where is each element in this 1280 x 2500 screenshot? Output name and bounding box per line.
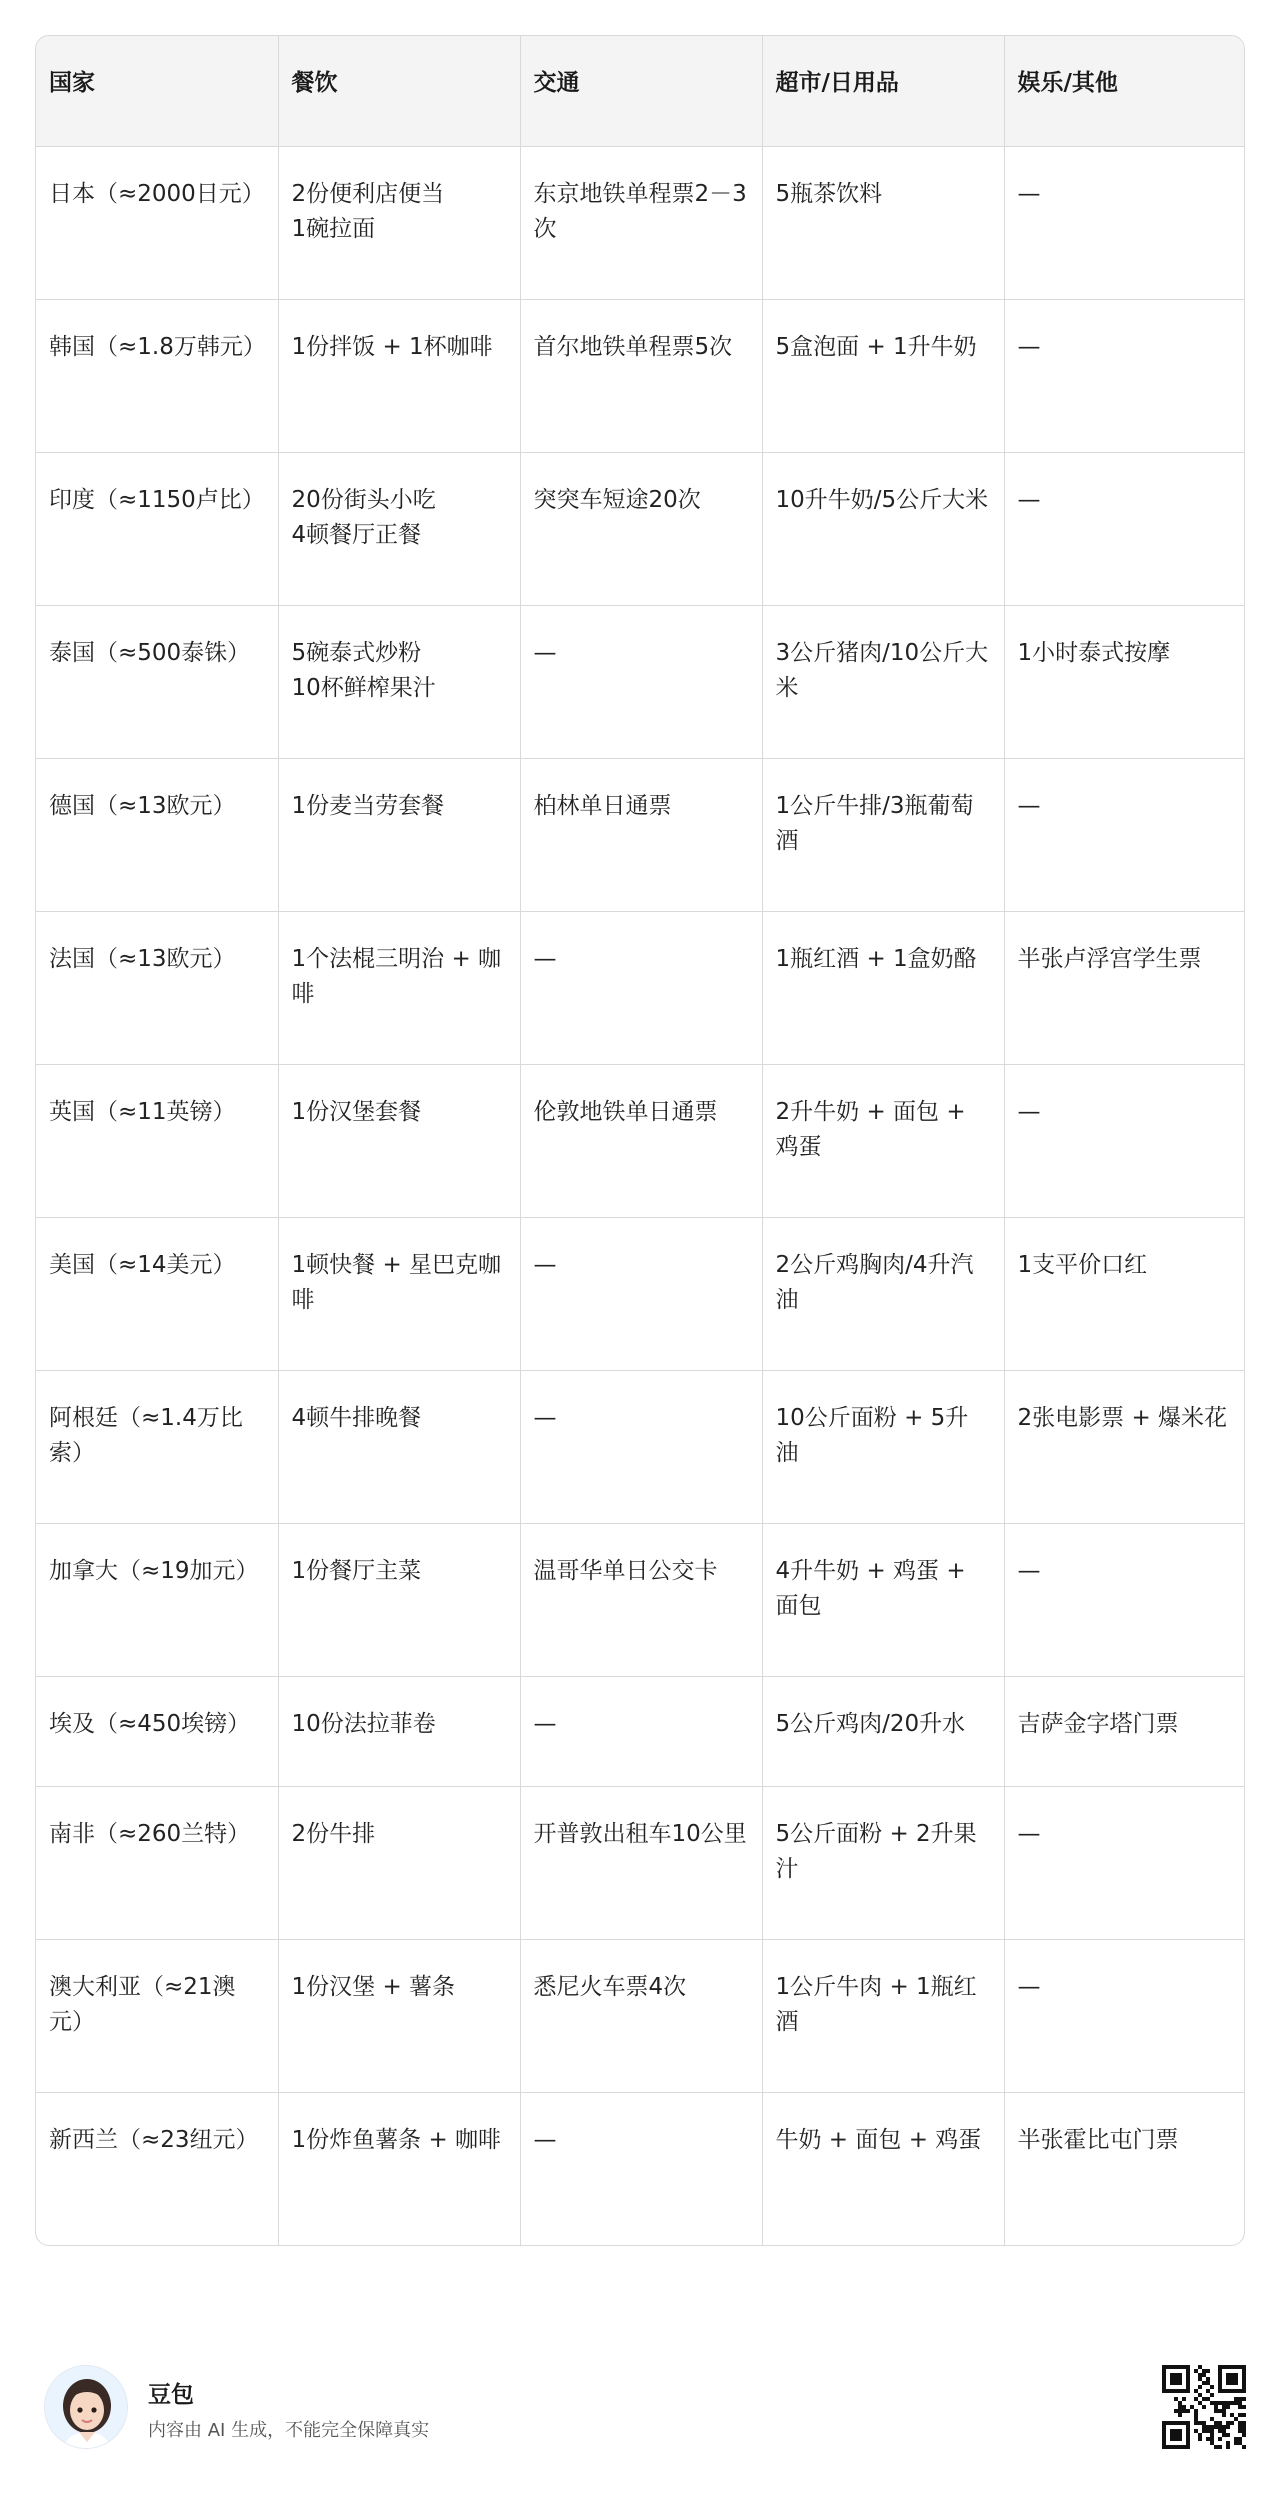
cell-transport: 突突车短途20次: [520, 452, 762, 605]
cell-supermarket: 5盒泡面 + 1升牛奶: [762, 299, 1004, 452]
cell-country: 泰国（≈500泰铢）: [36, 605, 278, 758]
cell-dining: 1份麦当劳套餐: [278, 758, 520, 911]
cell-country: 南非（≈260兰特）: [36, 1786, 278, 1939]
cell-transport: 温哥华单日公交卡: [520, 1523, 762, 1676]
header-country: 国家: [36, 36, 278, 146]
qr-code-graphic: [1162, 2365, 1246, 2449]
cell-entertainment: —: [1004, 452, 1245, 605]
table-header-row: [36, 36, 1245, 146]
table-row: [36, 1370, 1245, 1523]
cell-country: 法国（≈13欧元）: [36, 911, 278, 1064]
cell-entertainment: —: [1004, 1939, 1245, 2092]
cell-transport: —: [520, 605, 762, 758]
cell-entertainment: 2张电影票 + 爆米花: [1004, 1370, 1245, 1523]
cell-country: 澳大利亚（≈21澳元）: [36, 1939, 278, 2092]
table-row: [36, 1786, 1245, 1939]
cell-dining: 1个法棍三明治 + 咖啡: [278, 911, 520, 1064]
cell-supermarket: 2升牛奶 + 面包 + 鸡蛋: [762, 1064, 1004, 1217]
header-transport: 交通: [520, 36, 762, 146]
avatar-icon: [44, 2365, 128, 2449]
cell-transport: 柏林单日通票: [520, 758, 762, 911]
cell-dining: 1份餐厅主菜: [278, 1523, 520, 1676]
table-row: [36, 1939, 1245, 2092]
cell-transport: 东京地铁单程票2－3次: [520, 146, 762, 299]
cell-entertainment: 半张霍比屯门票: [1017, 2126, 1179, 2153]
header-dining: 餐饮: [278, 36, 520, 146]
cell-dining: 1份拌饭 + 1杯咖啡: [278, 299, 520, 452]
cell-country: 韩国（≈1.8万韩元）: [36, 299, 278, 452]
cell-dining: 4顿牛排晚餐: [278, 1370, 520, 1523]
cell-country: 英国（≈11英镑）: [36, 1064, 278, 1217]
cell-country: 印度（≈1150卢比）: [36, 452, 278, 605]
cell-dining: 1份汉堡套餐: [278, 1064, 520, 1217]
cell-supermarket: 2公斤鸡胸肉/4升汽油: [762, 1217, 1004, 1370]
cell-country: 美国（≈14美元）: [36, 1217, 278, 1370]
table-body: [36, 146, 1245, 2245]
cell-entertainment: —: [1004, 299, 1245, 452]
brand-name: 豆包: [148, 2382, 194, 2408]
header-entertainment: 娱乐/其他: [1004, 36, 1245, 146]
cell-country: 新西兰（≈23纽元）: [36, 2092, 278, 2245]
cell-country: 日本（≈2000日元）: [36, 146, 278, 299]
table-row: [36, 2092, 1245, 2245]
cell-entertainment: 吉萨金字塔门票: [1004, 1676, 1245, 1786]
cell-transport: 首尔地铁单程票5次: [520, 299, 762, 452]
cell-dining: 2份牛排: [278, 1786, 520, 1939]
ai-disclaimer: 内容由 AI 生成，不能完全保障真实: [148, 2420, 430, 2441]
cell-transport: —: [520, 1370, 762, 1523]
cell-entertainment: —: [1004, 758, 1245, 911]
cell-entertainment: —: [1004, 1786, 1245, 1939]
cell-entertainment: —: [1004, 146, 1245, 299]
table-row: [36, 1217, 1245, 1370]
table-row: [36, 758, 1245, 911]
cell-transport: —: [520, 1217, 762, 1370]
table-row: [36, 605, 1245, 758]
table-row: [36, 911, 1245, 1064]
cell-transport: 开普敦出租车10公里: [520, 1786, 762, 1939]
cell-entertainment: 1支平价口红: [1004, 1217, 1245, 1370]
cell-transport: —: [520, 1676, 762, 1786]
cell-dining: 2份便利店便当 1碗拉面: [278, 146, 520, 299]
cell-transport: 悉尼火车票4次: [520, 1939, 762, 2092]
comparison-table: [36, 36, 1245, 2245]
cell-country: 加拿大（≈19加元）: [36, 1523, 278, 1676]
comparison-table-card: [35, 35, 1245, 2246]
cell-supermarket: 1公斤牛排/3瓶葡萄酒: [762, 758, 1004, 911]
cell-transport: —: [520, 2092, 762, 2245]
avatar-illustration: [45, 2366, 128, 2449]
cell-entertainment: —: [1004, 1064, 1245, 1217]
cell-supermarket: 5瓶茶饮料: [762, 146, 1004, 299]
cell-country: 埃及（≈450埃镑）: [36, 1676, 278, 1786]
table-row: [36, 1064, 1245, 1217]
table-row: [36, 1523, 1245, 1676]
cell-supermarket: 5公斤面粉 + 2升果汁: [762, 1786, 1004, 1939]
cell-country: 阿根廷（≈1.4万比索）: [36, 1370, 278, 1523]
cell-dining: 20份街头小吃 4顿餐厅正餐: [278, 452, 520, 605]
footer: [0, 2340, 1280, 2470]
cell-supermarket: 4升牛奶 + 鸡蛋 + 面包: [762, 1523, 1004, 1676]
cell-supermarket: 牛奶 + 面包 + 鸡蛋: [762, 2092, 1004, 2245]
cell-dining: 1份汉堡 + 薯条: [278, 1939, 520, 2092]
cell-transport: 伦敦地铁单日通票: [520, 1064, 762, 1217]
cell-entertainment: —: [1004, 1523, 1245, 1676]
table-row: [36, 1676, 1245, 1786]
cell-country: 德国（≈13欧元）: [36, 758, 278, 911]
header-supermarket: 超市/日用品: [762, 36, 1004, 146]
cell-supermarket: 10升牛奶/5公斤大米: [762, 452, 1004, 605]
table-row: [36, 299, 1245, 452]
cell-entertainment: 1小时泰式按摩: [1004, 605, 1245, 758]
cell-supermarket: 10公斤面粉 + 5升油: [762, 1370, 1004, 1523]
cell-dining: 1份炸鱼薯条 + 咖啡: [278, 2092, 520, 2245]
cell-entertainment: 半张卢浮宫学生票: [1004, 911, 1245, 1064]
cell-supermarket: 5公斤鸡肉/20升水: [762, 1676, 1004, 1786]
qr-code-icon: [1162, 2365, 1246, 2449]
cell-dining: 5碗泰式炒粉 10杯鲜榨果汁: [278, 605, 520, 758]
cell-supermarket: 1瓶红酒 + 1盒奶酪: [762, 911, 1004, 1064]
cell-dining: 1顿快餐 + 星巴克咖啡: [278, 1217, 520, 1370]
cell-supermarket: 1公斤牛肉 + 1瓶红酒: [762, 1939, 1004, 2092]
cell-transport: —: [520, 911, 762, 1064]
table-row: [36, 146, 1245, 299]
cell-supermarket: 3公斤猪肉/10公斤大米: [762, 605, 1004, 758]
table-row: [36, 452, 1245, 605]
cell-dining: 10份法拉菲卷: [278, 1676, 520, 1786]
